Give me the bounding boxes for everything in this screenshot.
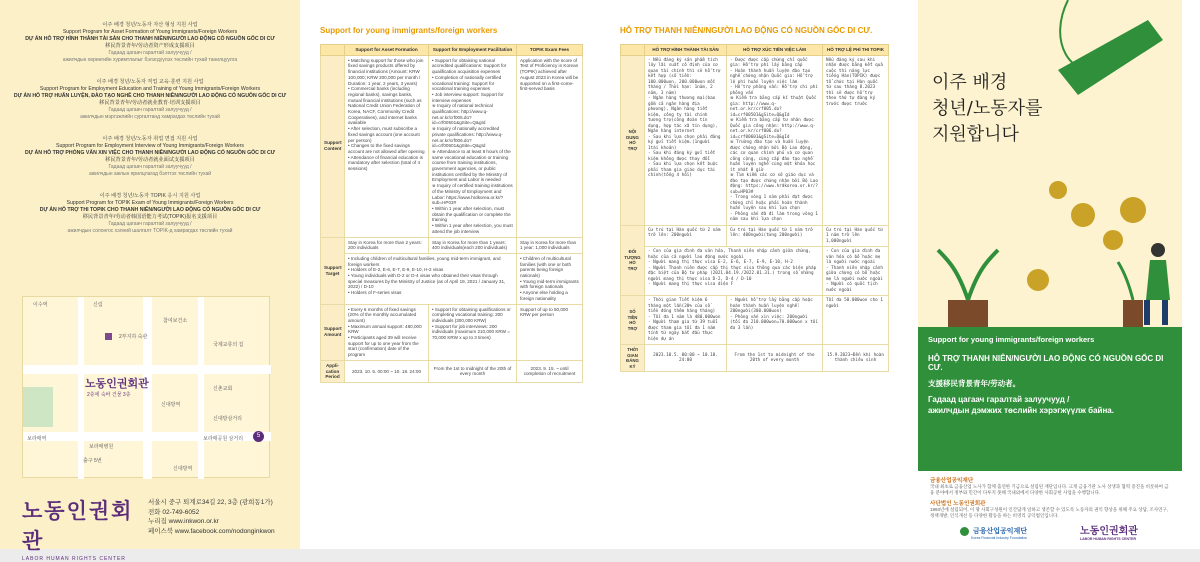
map-road	[198, 297, 204, 479]
map-label: 신촌교회	[213, 386, 233, 392]
table-cell: 15.9.2023~Đến khi hoàn thành chiêu sinh	[823, 345, 889, 372]
program-mn: ажилчдын солонгос хэлний шалгалт TOPIK-д хамрагдах төслийн тухай	[67, 228, 233, 234]
row-header: THỜI GIAN ĐĂNG KÝ	[621, 345, 645, 372]
table-cell: Application with the score of Test of Proficiency in Korean (TOPIK) achieved after August 2023 in Korea will be supported on a first-come-first-served basis	[517, 55, 583, 237]
program-mn: Гадаад цагаач гаралтай залуучууд /	[108, 221, 192, 227]
map-marker	[105, 333, 112, 340]
map-label: 보라매역	[27, 436, 47, 442]
person-icon	[1144, 243, 1170, 325]
table-cell: 2023.10.5. 00:00 ~ 10.18. 24:00	[645, 345, 727, 372]
banner-mn-line: ажилчдын дэмжих төслийн хэрэгжүүлж байна.	[928, 406, 1114, 415]
column-header: HỖ TRỢ XÚC TIẾN VIỆC LÀM	[727, 45, 823, 56]
fin-logo-en: Korea Financial Industry Foundation	[971, 536, 1028, 540]
table-cell: - Nếu đăng ký sản phẩm tích lũy lãi suất cố định của cơ quan tài chính thì sẽ hỗ trợ kết hợp (số tiền: 100.000won, 200.000won mỗi tháng / Thời hạn: 1năm, 2 năm, 3 năm) - Ngân hàng thương mại(bao gồm cả ngân hàng địa phương), Ngân hàng tiết kiệm, công ty tài chính tương trợ(công đoàn tín dụng, hợp tác xã tín dụng), Ngân hàng internet - Sau khi lựa chọn phải đăng ký gửi tiết kiệm.(1người 1tài khoản) - Sau khi đăng ký gửi tiết kiệm không được thay đổi - Sau khi lựa chọn kết buộc phải tham gia giáo dục tài chính(tổng 4 hồi)	[645, 55, 727, 225]
watering-can-icon	[1058, 20, 1163, 95]
address: 서울시 중구 퇴계로34길 22, 3층 (광희동1가)	[148, 499, 273, 506]
table-row	[321, 253, 583, 304]
program-ko: 이주 배경 청년/노동자 TOPIK 응시 지원 사업	[99, 193, 201, 199]
map-park	[23, 387, 53, 427]
panel-cover	[900, 0, 1200, 549]
coin-icon	[1027, 181, 1146, 291]
table-row	[321, 237, 583, 253]
program-mn: ажилчдын ажлын ярилцлагад бэлтгэх төслийн тухай	[88, 171, 212, 177]
table-cell: Cư trú tại Hàn quốc từ 2 năm trở lên: 200người	[645, 225, 727, 247]
footer-logo	[22, 495, 152, 562]
footer-logo-en: LABOR HUMAN RIGHTS CENTER	[22, 556, 126, 562]
table-cell: • Every 6 months of fixed savings (20% of the monthly accumulated amount) • Maximum annual support: 480,000 KRW • Participants aged 39 will receive support for up to one year from the start (confirmation) date of the program	[345, 304, 429, 360]
map-label: 국제교류의 집	[213, 342, 244, 348]
column-header: Support for Employment Facilitation	[429, 45, 517, 56]
table-cell: Cư trú tại Hàn quốc từ 1 năm trở lên 1,000người	[823, 225, 889, 247]
program-item	[0, 136, 300, 178]
column-header: HỖ TRỢ HÌNH THÀNH TÀI SẢN	[645, 45, 727, 56]
row-header: Support Target	[321, 237, 345, 304]
map-label: 신대방삼거리	[213, 416, 242, 422]
map-road	[78, 297, 84, 479]
program-mn: Гадаад цагаач гаралтай залуучууд /	[108, 107, 192, 113]
table-cell: From the 1st to midnight of the 20th of every month	[429, 360, 517, 382]
row-header: Support Amount	[321, 304, 345, 360]
banner-mn	[928, 394, 1172, 416]
org2-desc: 1993년에 설립되어, 이 땅 사회구성원이 인간답게 일하고 생존할 수 있도록 노동자의 권익 향상을 위해 주요 상담, 조사연구, 정책개발, 인식개선 등 다양한 활동을 하는 비영리 공익법인입니다.	[930, 507, 1169, 518]
row-header: NỘI DUNG HỖ TRỢ	[621, 55, 645, 225]
column-header: HỖ TRỢ LỆ PHÍ THI TOPIK	[823, 45, 889, 56]
lhr-logo-en: LABOR HUMAN RIGHTS CENTER	[1080, 537, 1136, 541]
table-cell: From the 1st to midnight of the 20th of every month	[727, 345, 823, 372]
table-cell: • Matching support for those who join fixed savings products offered by financial institutions (Amount: KRW 100,000; KRW 200,000 per month / Duration: 1 year, 2 years, 3 years) • Commercial banks (including regional banks), savings banks, mutual financial institutions (such as National Credit Union Federation of Korea, NACF, Community Credit Cooperatives), and internet banks available • After selection, must subscribe a fixed savings account (one account per person) • Changes to the fixed savings account are not allowed after opening • Attendance of financial education is mandatory after selection (total of 4 sessions)	[345, 55, 429, 237]
fin-logo-text: 금융산업공익재단	[972, 528, 1028, 535]
table-cell: Stay in Korea for more than 2 years: 200 individuals	[345, 237, 429, 253]
fin-foundation-logo	[960, 526, 1027, 540]
table-row	[321, 360, 583, 382]
program-en: Support Program for Asset Formation of Young Immigrants/Foreign Workers	[62, 29, 238, 35]
table-cell: Cư trú tại Hàn quốc từ 1 năm trở lên: 400người(từng 200người)	[727, 225, 823, 247]
homepage-link[interactable]: 누리집 www.inkwon.or.kr	[148, 518, 219, 525]
table-cell: - Được được cấp chứng chỉ quốc gia: Hỗ trợ phí lấy bằng cấp - Hoàn thành huấn luyện đào tạo nghề chứng nhận Quốc gia: Hỗ trợ lệ phí huấn luyện việc làm - Hỗ trợ phỏng vấn: Hỗ trợ chi phí phỏng vấn ※ Kiểm tra bằng cấp kĩ thuật Quốc gia: http://www.q-net.or.kr/crf005.do?id=crf00501&gSite=Q&gId ※ Kiểm tra bằng cấp tư nhân được Quốc gia công nhận: http://www.q-net.or.kr/crf006.do?id=crf00601&gSite=Q&gId ※ Trường đào tạo và huấn luyện được chứng nhận bởi Bộ Lao động, các cơ quan chính phủ và cơ quan công cộng, cùng cấp đào tạo nghề huấn luyện nghề cùng một khóa học ít nhất 8 giờ ※ Tìm kiếm các cơ sở giáo dục và đào tạo được chứng nhận bởi Bộ Lao động: https://www.hrdkorea.or.kr/?sub=HP03# - Trong vòng 1 năm phải đạt được chứng chỉ hoặc phải hoàn thành huấn luyện sau khi lựa chọn - Phỏng vấn đã đi làm trong vòng 1 năm sau khi lựa chọn	[727, 55, 823, 225]
table-cell: Stay in Korea for more than 1 year: 1,000 individuals	[517, 237, 583, 253]
watering-can-illustration	[918, 0, 1182, 327]
program-mn: ажилчдын хөрөнгийн хуримтлалыг бэлэгдүүлэх төслийн тухай танилцуулга	[62, 57, 238, 63]
phone: 전화 02-749-6052	[148, 508, 200, 516]
vietnamese-title: HỖ TRỢ THANH NIÊN/NGƯỜI LAO ĐỘNG CÓ NGUỒN GỐC DI CƯ.	[620, 26, 873, 35]
panel-programs	[0, 0, 300, 562]
program-list	[0, 0, 300, 235]
program-item	[0, 193, 300, 235]
table-row	[321, 304, 583, 360]
map-label: 참여보건소	[163, 318, 188, 324]
program-en: Support Program for Employment Interview of Young Immigrants/Foreign Workers	[56, 143, 244, 149]
map-label: 이수역	[33, 302, 48, 308]
table-cell: • Including children of multicultural families, young mid-term immigrant, and foreign workers • Holders of E-2, E-6, E-7, E-9, E-10, H-2 visas • Young individuals with D-2 or D-4 visas who obtained their visas through special measures by the Ministry of Justice (as of April 19, 2021 / January 31, 2022) / D-10 • Holders of F-series visas	[345, 253, 517, 304]
map-label: 보라매공원 삼거리	[203, 436, 244, 442]
table-corner	[321, 45, 345, 56]
program-en: Support Program for TOPIK Exam of Young Immigrants/Foreign Workers	[66, 200, 234, 206]
table-cell: Nếu đăng ký sau khi nhận được bằng kết quả cuộc thi năng lực tiếng Hàn(TOPIK) được tổ chức tại Hàn quốc từ sau tháng 8.2023 thì sẽ được hỗ trợ theo thứ tự đăng ký trước được trước	[823, 55, 889, 225]
row-header: Appli-cation Period	[321, 360, 345, 382]
table-row	[321, 55, 583, 237]
program-mn: Гадаад цагаач гаралтай залуучууд /	[108, 50, 192, 56]
program-ko: 이주 배경 청년/노동자 취업 면접 지원 사업	[102, 136, 198, 142]
table-row	[621, 225, 889, 247]
program-en: Support Program for Employment Education and Training of Young Immigrants/Foreign Workers	[39, 86, 261, 92]
table-cell: - Con của gia đình đa văn hóa, Thanh niên nhập cảnh giữa chừng, hoặc của cả người lao động nước ngoài - Người mang thị thực visa E-2, E-6, E-7, E-9, E-10, H-2 - Người Thanh niên được cấp thị thực visa thông qua các biện pháp đặc biệt của Bộ tư pháp (2021.04.19./2022.01.31.) trong số những người mang thị thực visa D-2, D-4 / D-10 - Người mang thị thực visa diện F	[645, 247, 823, 296]
cover-title	[932, 70, 1042, 148]
row-header: ĐỐI TƯỢNG HỖ TRỢ	[621, 225, 645, 296]
table-cell: • Children of multicultural families (with one or both parents being foreign nationals) • Young mid-term immigrants with foreign nationals • Anyone else holding a foreign nationality	[517, 253, 583, 304]
banner-en: Support for young immigrants/foreign workers	[928, 335, 1095, 344]
table-cell: - Người hỗ trợ lấy bằng cấp hoặc hoàn thành huấn luyện nghề: 200người(300.000won) - Phỏng vấn xin việc: 200người (tối đa 210.000won=70.000won x tối đa 3 lần)	[727, 296, 823, 345]
row-header: Support Content	[321, 55, 345, 237]
map-logo-sub: 2층에 숙바 건물 3층	[87, 392, 131, 398]
program-zh: 移民背景青年/劳动者资产形成支援项目	[105, 43, 195, 49]
program-zh: 移民背景青年/劳动者就业面试支援项目	[105, 157, 195, 163]
table-row	[621, 247, 889, 296]
english-table	[320, 44, 583, 383]
map-label: 2부지하 숙관	[119, 334, 148, 340]
table-cell: • Support for obtaining national accredited qualifications: Support for qualification acquisition expenses • Completion of nationally certified vocational training: Support for vocational training expenses • Job interview support: Support for interview expenses ※ Inquiry of national technical qualifications: http://www.q-net.or.kr/crf005.do?id=crf00501&gSite=Q&gId ※ Inquiry of nationally accredited private qualifications: http://www.q-net.or.kr/crf006.do?id=crf00601&gSite=Q&gId ※ Attendance to at least 8 hours of the same vocational education or training course from training institutions, government agencies, or public institutions certified by the Ministry of Employment and Labor is needed ※ Inquiry of certified training institutions of the Ministry of Employment and Labor: https://www.hrdkorea.or.kr/?sub=HP03# • Within 1 year after selection, must obtain the qualification or complete the training • Within 1 year after selection, you must attend the job interview	[429, 55, 517, 237]
org1-name: 금융산업공익재단	[930, 478, 974, 484]
table-cell: Tối đa 50.000won cho 1 người	[823, 296, 889, 345]
table-header-row	[321, 45, 583, 56]
program-zh: 移民背景青年/劳动者韩国语能力考试(TOPIK)报名支援项目	[82, 214, 218, 220]
org2-name: 사단법인 노동인권회관	[930, 501, 986, 507]
cover-title-line: 이주 배경	[932, 72, 1008, 93]
table-corner	[621, 45, 645, 56]
map-label: 보라매병원	[89, 444, 114, 450]
column-header: Support for Asset Formation	[345, 45, 429, 56]
table-cell: - Con của gia đình đa văn hóa có bố hoặc mẹ là người nước ngoài - Thanh niên nhập cảnh giữa chừng có bố hoặc mẹ là người nước ngoài - Người có quốc tịch nước ngoài	[823, 247, 889, 296]
banner-mn-line: Гадаад цагаач гаралтай залуучууд /	[928, 395, 1070, 404]
exit-number-icon: 5	[253, 431, 264, 442]
facebook-link[interactable]: 페이스북 www.facebook.com/nodonginkwon	[148, 527, 275, 535]
banner-vi: HỖ TRỢ THANH NIÊN/NGƯỜI LAO ĐỘNG CÓ NGUỒN GỐC DI CƯ.	[928, 354, 1164, 372]
program-mn: Гадаад цагаач гаралтай залуучууд /	[108, 164, 192, 170]
table-cell: - Thời gian Tiết kiệm 6 tháng một lần(20% của số tiền đóng thêm hàng tháng) - Tối đa 1 năm là 480.000won - Người tham gia từ 39 tuổi được tham gia tối đa 1 năm tính từ ngày bắt đầu thực hiện dự án	[645, 296, 727, 345]
table-cell: 2023. 9. 15. ~ until completion of recruitment	[517, 360, 583, 382]
fin-logo-icon	[960, 527, 969, 536]
contact-info	[148, 498, 275, 536]
lhr-logo-text: 노동인권회관	[1080, 526, 1138, 537]
table-cell: • Support for obtaining qualifications or completing vocational training: 200 individuals (300,000 KRW) • Support for job interviews: 200 individuals (maximum 210,000 KRW = 70,000 KRW x up to 3 times)	[429, 304, 517, 360]
row-header: SỐ TIỀN HỖ TRỢ	[621, 296, 645, 345]
program-item	[0, 79, 300, 121]
org-description	[930, 476, 1170, 519]
cover-title-line: 지원합니다	[932, 124, 1019, 145]
table-header-row	[621, 45, 889, 56]
vietnamese-table	[620, 44, 889, 372]
program-ko: 이주 배경 청년/노동자 직업 교육·훈련 지원 사업	[96, 79, 204, 85]
program-vi: DỰ ÁN HỖ TRỢ PHỎNG VẤN XIN VIỆC CHO THANH NIÊN/NGƯỜI LAO ĐỘNG CÓ NGUỒN GỐC DI CƯ	[24, 150, 276, 156]
map-logo: 노동인권회관	[85, 377, 149, 390]
footer-logo-ko: 노동인권회관	[22, 498, 134, 553]
map-label: 신대방역	[173, 466, 193, 472]
table-row	[621, 296, 889, 345]
program-mn: ажилчдын мэргэжлийн сургалтанд хамрагдах төслийн тухай	[80, 114, 220, 120]
program-ko: 이주 배경 청년/노동자 자산 형성 지원 사업	[102, 22, 198, 28]
cover-title-line: 청년/노동자를	[932, 98, 1043, 119]
map-label: 출구 5번	[83, 458, 102, 464]
map-label: 신림	[93, 302, 103, 308]
english-title: Support for young immigrants/foreign workers	[320, 26, 498, 35]
table-cell: Support of up to 50,000 KRW per person	[517, 304, 583, 360]
program-zh: 移民背景青年/劳动者就业教育·培训支援项目	[99, 100, 201, 106]
table-row	[621, 55, 889, 225]
location-map	[22, 296, 270, 478]
org1-desc: 국내 최초로 금융산업 노사가 함께 출연한 기금으로 설립된 재단입니다. 크게 금융기관 노사 상생과 협력 증진을 비롯하여 금융 분야에서 정부와 민간이 다루지 못해 국내외에서 다양한 사회공헌 사업을 수행합니다.	[930, 484, 1169, 495]
program-vi: DỰ ÁN HỖ TRỢ THI TOPIK CHO THANH NIÊN/NGƯỜI LAO ĐỘNG CÓ NGUỒN GỐC DI CƯ	[39, 207, 261, 213]
table-cell: 2023. 10. 5. 00:00 ~ 10. 18. 24:00	[345, 360, 429, 382]
map-label: 신대방역	[161, 402, 181, 408]
cover-illustration	[918, 0, 1182, 327]
program-item	[0, 22, 300, 64]
program-vi: DỰ ÁN HỖ TRỢ HÌNH THÀNH TÀI SẢN CHO THANH NIÊN/NGƯỜI LAO ĐỘNG CÓ NGUỒN GỐC DI CƯ	[25, 36, 275, 42]
column-header: TOPIK Exam Fees	[517, 45, 583, 56]
table-cell: Stay in Korea for more than 1 years: 400 individuals(each 200 individuals)	[429, 237, 517, 253]
banner-zh: 支援移民背景青年/劳动者。	[928, 379, 1021, 388]
program-vi: DỰ ÁN HỖ TRỢ HUẤN LUYỆN, ĐÀO TẠO NGHỀ CHO THANH NIÊN/NGƯỜI LAO ĐỘNG CÓ NGUỒN GỐC DI CƯ	[13, 93, 287, 99]
lhr-logo	[1080, 522, 1138, 541]
cover-banner	[918, 327, 1182, 471]
table-row	[621, 345, 889, 372]
panel-english	[300, 0, 600, 549]
panel-vietnamese	[600, 0, 900, 549]
